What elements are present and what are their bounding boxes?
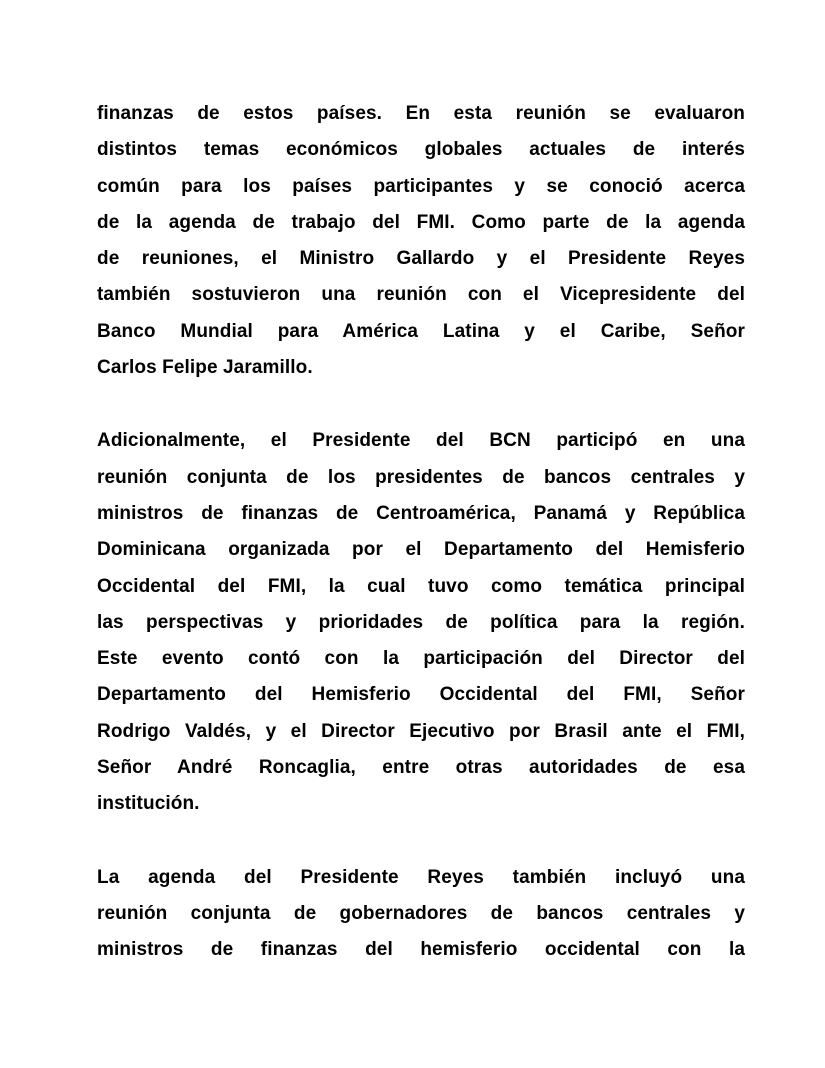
paragraph — [97, 423, 745, 822]
text-line: Occidental del FMI, la cual tuvo como temática principal — [97, 575, 745, 597]
text-line: institución. — [97, 793, 200, 815]
paragraph — [97, 96, 745, 386]
text-line: de la agenda de trabajo del FMI. Como parte de la agenda — [97, 211, 745, 233]
text-line: ministros de finanzas del hemisferio occidental con la — [97, 939, 745, 961]
text-line: Departamento del Hemisferio Occidental del FMI, Señor — [97, 684, 745, 706]
text-line: las perspectivas y prioridades de política para la región. — [97, 611, 745, 633]
text-line: finanzas de estos países. En esta reunión se evaluaron — [97, 103, 745, 124]
text-line: común para los países participantes y se conoció acerca — [97, 175, 745, 197]
text-line: reunión conjunta de los presidentes de bancos centrales y — [97, 466, 745, 488]
page-content — [97, 96, 745, 1006]
text-line: ministros de finanzas de Centroamérica, Panamá y República — [97, 502, 745, 524]
text-line: La agenda del Presidente Reyes también incluyó una — [97, 866, 745, 888]
paragraph — [97, 860, 745, 969]
text-line: Señor André Roncaglia, entre otras autoridades de esa — [97, 757, 745, 779]
text-line: de reuniones, el Ministro Gallardo y el Presidente Reyes — [97, 248, 745, 270]
text-line: Rodrigo Valdés, y el Director Ejecutivo por Brasil ante el FMI, — [97, 720, 745, 742]
text-line: también sostuvieron una reunión con el Vicepresidente del — [97, 284, 745, 306]
text-line: Este evento contó con la participación del Director del — [97, 648, 745, 670]
text-line: Adicionalmente, el Presidente del BCN participó en una — [97, 430, 745, 452]
text-line: distintos temas económicos globales actuales de interés — [97, 139, 745, 161]
text-line: Carlos Felipe Jaramillo. — [97, 357, 313, 379]
text-line: reunión conjunta de gobernadores de bancos centrales y — [97, 902, 745, 924]
text-line: Banco Mundial para América Latina y el Caribe, Señor — [97, 320, 745, 342]
text-line: Dominicana organizada por el Departamento del Hemisferio — [97, 539, 745, 561]
